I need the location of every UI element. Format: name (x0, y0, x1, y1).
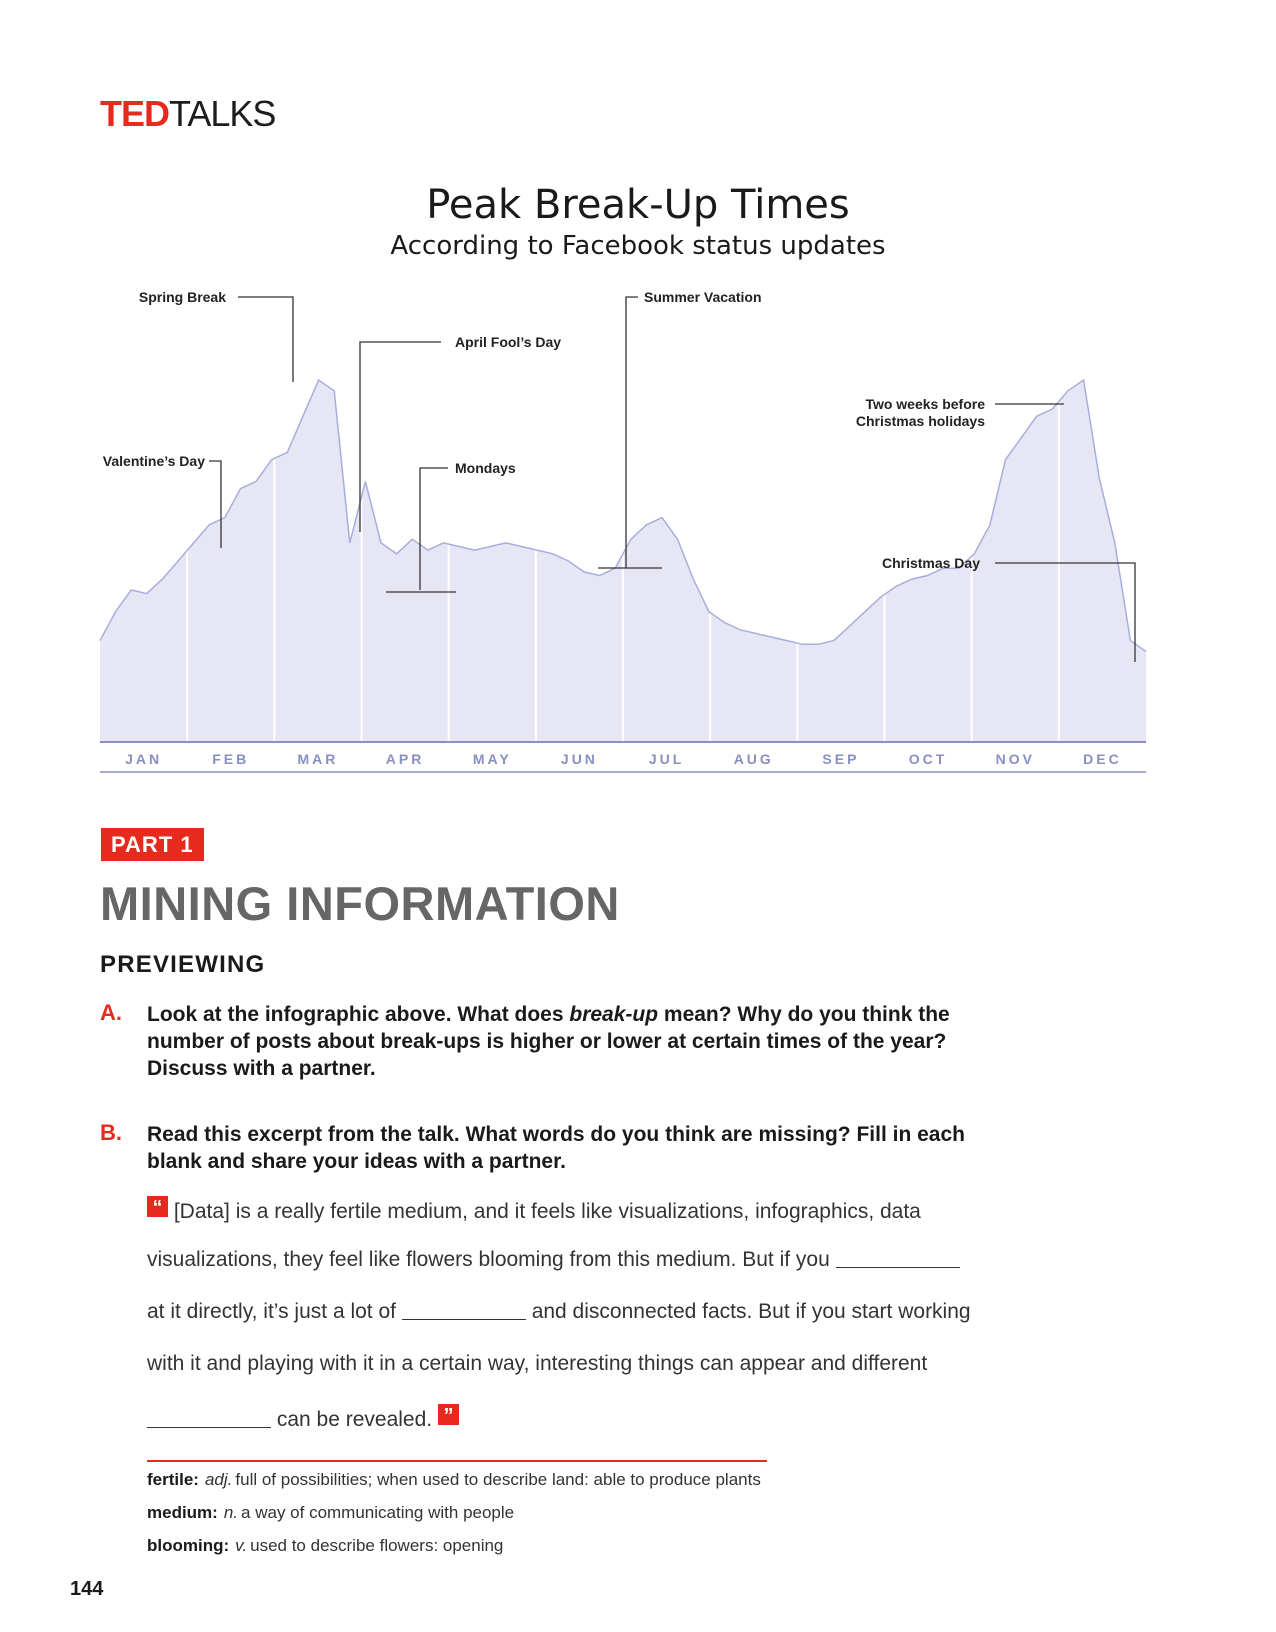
excerpt-text: can be revealed. (276, 1408, 433, 1431)
excerpt-line (147, 1248, 960, 1272)
section-title: MINING INFORMATION (100, 877, 620, 930)
annotation-label: Two weeks before (865, 396, 985, 412)
annotation-leader-spring-break (238, 297, 293, 382)
divider (147, 1460, 767, 1462)
month-label: SEP (822, 751, 860, 767)
excerpt-line (147, 1196, 921, 1224)
part-badge: PART 1 (101, 828, 204, 861)
question-a-text (147, 1001, 977, 1082)
question-b-line: Read this excerpt from the talk. What words do you think are missing? Fill in each (147, 1123, 965, 1146)
ted-talks-logo (100, 93, 276, 134)
question-a-line: Discuss with a partner. (147, 1057, 376, 1080)
excerpt-line (147, 1300, 971, 1324)
annotation-leader-april-fools (360, 342, 441, 532)
annotation-label: Spring Break (138, 289, 226, 305)
annotation-label: April Fool’s Day (455, 334, 562, 350)
question-a-line1-post: mean? Why do you think the (658, 1003, 950, 1026)
glossary-entry (147, 1503, 514, 1523)
excerpt-text: at it directly, it’s just a lot of (147, 1300, 396, 1323)
glossary-pos: adj. (204, 1470, 233, 1489)
month-label: FEB (212, 751, 250, 767)
previewing-heading: PREVIEWING (100, 951, 266, 978)
glossary-definition: a way of communicating with people (241, 1503, 515, 1522)
annotation-leader-summer-vacation (626, 297, 638, 568)
month-label: DEC (1083, 751, 1122, 767)
break-up-chart (0, 270, 1276, 790)
excerpt-text: with it and playing with it in a certain way, interesting things can appear and different (147, 1352, 928, 1375)
month-label: AUG (733, 751, 774, 767)
glossary-pos: v. (235, 1536, 248, 1555)
glossary-entry (147, 1536, 503, 1556)
question-a-line: number of posts about break-ups is higher or lower at certain times of the year? (147, 1030, 947, 1053)
question-a-line1-pre: Look at the infographic above. What does (147, 1003, 570, 1026)
glossary-definition: full of possibilities; when used to describe land: able to produce plants (235, 1470, 761, 1489)
month-label: NOV (995, 751, 1035, 767)
page-number: 144 (70, 1578, 104, 1600)
chart-subtitle: According to Facebook status updates (390, 231, 886, 261)
glossary-entry (147, 1470, 761, 1490)
annotation-label: Christmas Day (881, 555, 980, 571)
annotation-label: Christmas holidays (855, 413, 985, 429)
glossary-term: fertile: (147, 1470, 199, 1489)
excerpt-text: [Data] is a really fertile medium, and it feels like visualizations, infographics, data (173, 1200, 921, 1223)
month-label: JAN (125, 751, 163, 767)
fill-blank-3[interactable] (147, 1413, 271, 1428)
fill-blank-1[interactable] (836, 1253, 960, 1268)
chart-title: Peak Break-Up Times (426, 182, 850, 228)
month-label: APR (385, 751, 425, 767)
fill-blank-2[interactable] (402, 1305, 526, 1320)
month-label: MAY (472, 751, 512, 767)
question-a-emphasis: break-up (569, 1003, 659, 1026)
month-label: OCT (908, 751, 948, 767)
question-b-letter: B. (100, 1120, 122, 1145)
excerpt-line (147, 1404, 459, 1432)
glossary-pos: n. (223, 1503, 239, 1522)
question-a-letter: A. (100, 1000, 122, 1025)
logo-ted: TED (100, 93, 169, 134)
question-b-text (147, 1121, 977, 1175)
excerpt-line (147, 1352, 927, 1376)
month-label: JUN (560, 751, 598, 767)
month-label: MAR (297, 751, 339, 767)
month-label: JUL (648, 751, 685, 767)
open-quote-icon: “ (147, 1196, 168, 1217)
excerpt-text: visualizations, they feel like flowers blooming from this medium. But if you (147, 1248, 830, 1271)
logo-talks: TALKS (169, 93, 276, 134)
annotation-label: Mondays (455, 460, 516, 476)
question-a-line (147, 1001, 977, 1028)
glossary-term: blooming: (147, 1536, 230, 1555)
question-b-line: blank and share your ideas with a partner. (147, 1150, 566, 1173)
close-quote-icon: ” (438, 1404, 459, 1425)
excerpt-text: and disconnected facts. But if you start working (531, 1300, 971, 1323)
glossary-definition: used to describe flowers: opening (250, 1536, 504, 1555)
glossary-term: medium: (147, 1503, 218, 1522)
annotation-label: Valentine’s Day (102, 453, 205, 469)
annotation-label: Summer Vacation (644, 289, 762, 305)
